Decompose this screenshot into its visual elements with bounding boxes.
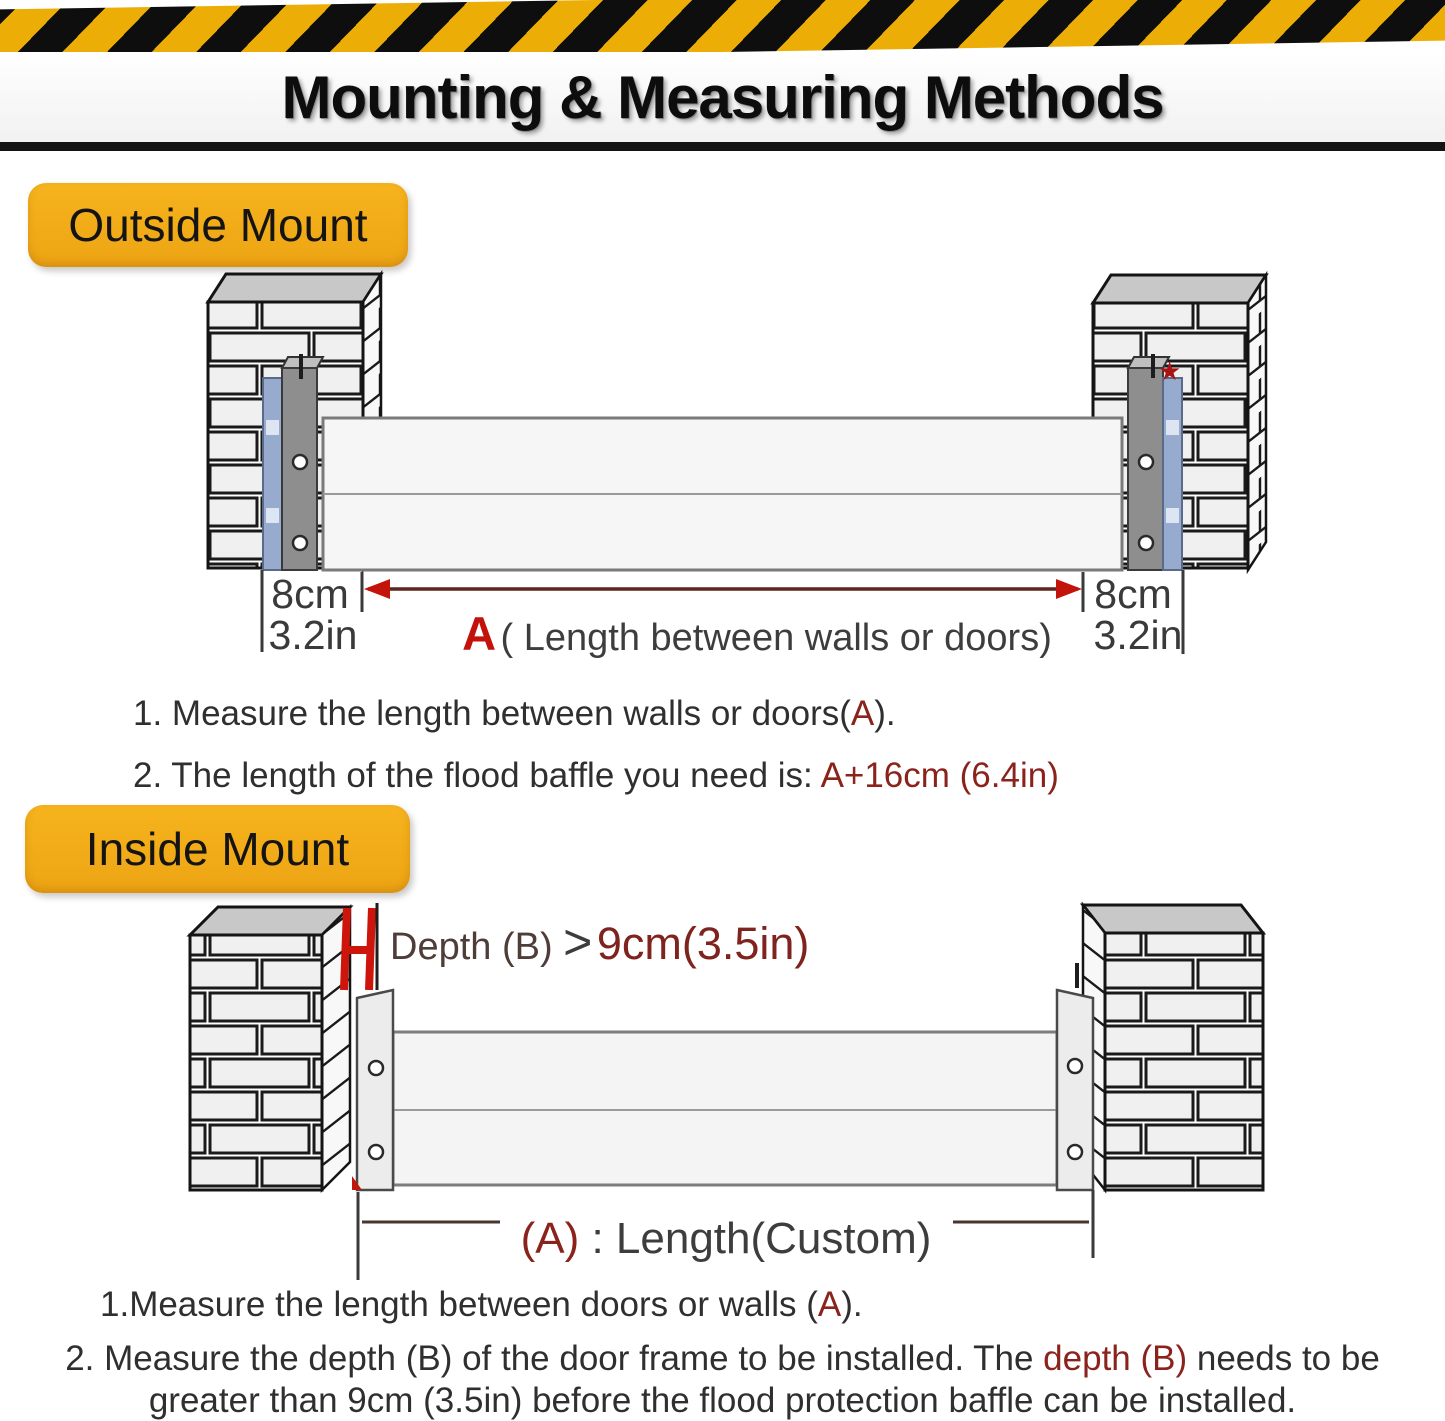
left-dim-inch: 3.2in: [268, 612, 358, 658]
arrowhead-right: [1056, 579, 1082, 599]
right-dim-inch: 3.2in: [1093, 612, 1183, 658]
outside-mount-badge: [28, 183, 408, 267]
header-banner: [0, 0, 1445, 152]
channel-notch: [1166, 420, 1179, 435]
span-label-text: ( Length between walls or doors): [500, 617, 1052, 659]
outside-dimensions: [262, 570, 1183, 660]
inside-flood-barrier: [393, 1032, 1057, 1185]
depth-label-value: 9cm(3.5in): [596, 918, 810, 969]
outside-flood-barrier: [323, 418, 1122, 570]
channel-notch: [1166, 508, 1179, 523]
depth-label-pre: Depth (B): [390, 926, 564, 968]
screw-hole: [1068, 1059, 1082, 1073]
screw-hole: [293, 455, 307, 469]
channel-notch: [266, 420, 279, 435]
outside-right-channel: [1128, 354, 1182, 570]
inside-mount-badge-label: Inside Mount: [85, 823, 350, 875]
outside-instruction-2: 2. The length of the flood baffle you need is: A+16cm (6.4in): [133, 756, 1059, 795]
screw-hole: [1139, 455, 1153, 469]
screw-hole: [1068, 1145, 1082, 1159]
inside-right-channel: [1057, 990, 1093, 1190]
length-label-text: : Length(Custom): [591, 1214, 932, 1263]
outside-left-channel: [263, 354, 323, 570]
inside-mount-diagram: [0, 895, 1445, 1295]
right-dim-cm: 8cm: [1094, 571, 1172, 617]
screw-hole: [1139, 536, 1153, 550]
screw-hole: [369, 1145, 383, 1159]
page-title: Mounting & Measuring Methods: [281, 63, 1164, 131]
outside-instructions: [133, 690, 1383, 814]
inside-instruction-2: 2. Measure the depth (B) of the door frame to be installed. The depth (B) needs to be greater than 9cm (3.5in) before the flood protection baffle can be installed.: [65, 1339, 1380, 1420]
outside-mount-diagram: [0, 260, 1445, 670]
outside-instruction-1: 1. Measure the length between walls or doors(A).: [133, 694, 896, 733]
star-marker-icon: ★: [1158, 356, 1182, 386]
banner-divider: [0, 142, 1445, 151]
screw-hole: [369, 1061, 383, 1075]
inside-left-pillar: [190, 907, 350, 1190]
greater-than-sign: >: [563, 914, 593, 970]
inside-dimensions: [358, 1190, 1093, 1280]
title-band: [0, 52, 1445, 142]
length-label: [521, 1214, 932, 1263]
inside-mount-badge: [25, 805, 410, 893]
outside-mount-badge-label: Outside Mount: [68, 199, 368, 251]
screw-hole: [293, 536, 307, 550]
length-label-a: (A): [520, 1214, 580, 1263]
span-label: [462, 607, 1052, 660]
inside-instructions: [55, 1284, 1390, 1421]
arrowhead-left: [364, 579, 390, 599]
inside-left-channel: [352, 990, 393, 1190]
channel-notch: [266, 508, 279, 523]
span-label-a: A: [462, 607, 497, 660]
depth-label: [390, 914, 809, 970]
inside-right-pillar: [1075, 905, 1263, 1190]
left-dim-cm: 8cm: [271, 571, 349, 617]
inside-instruction-1: 1.Measure the length between doors or walls (A).: [100, 1285, 863, 1324]
